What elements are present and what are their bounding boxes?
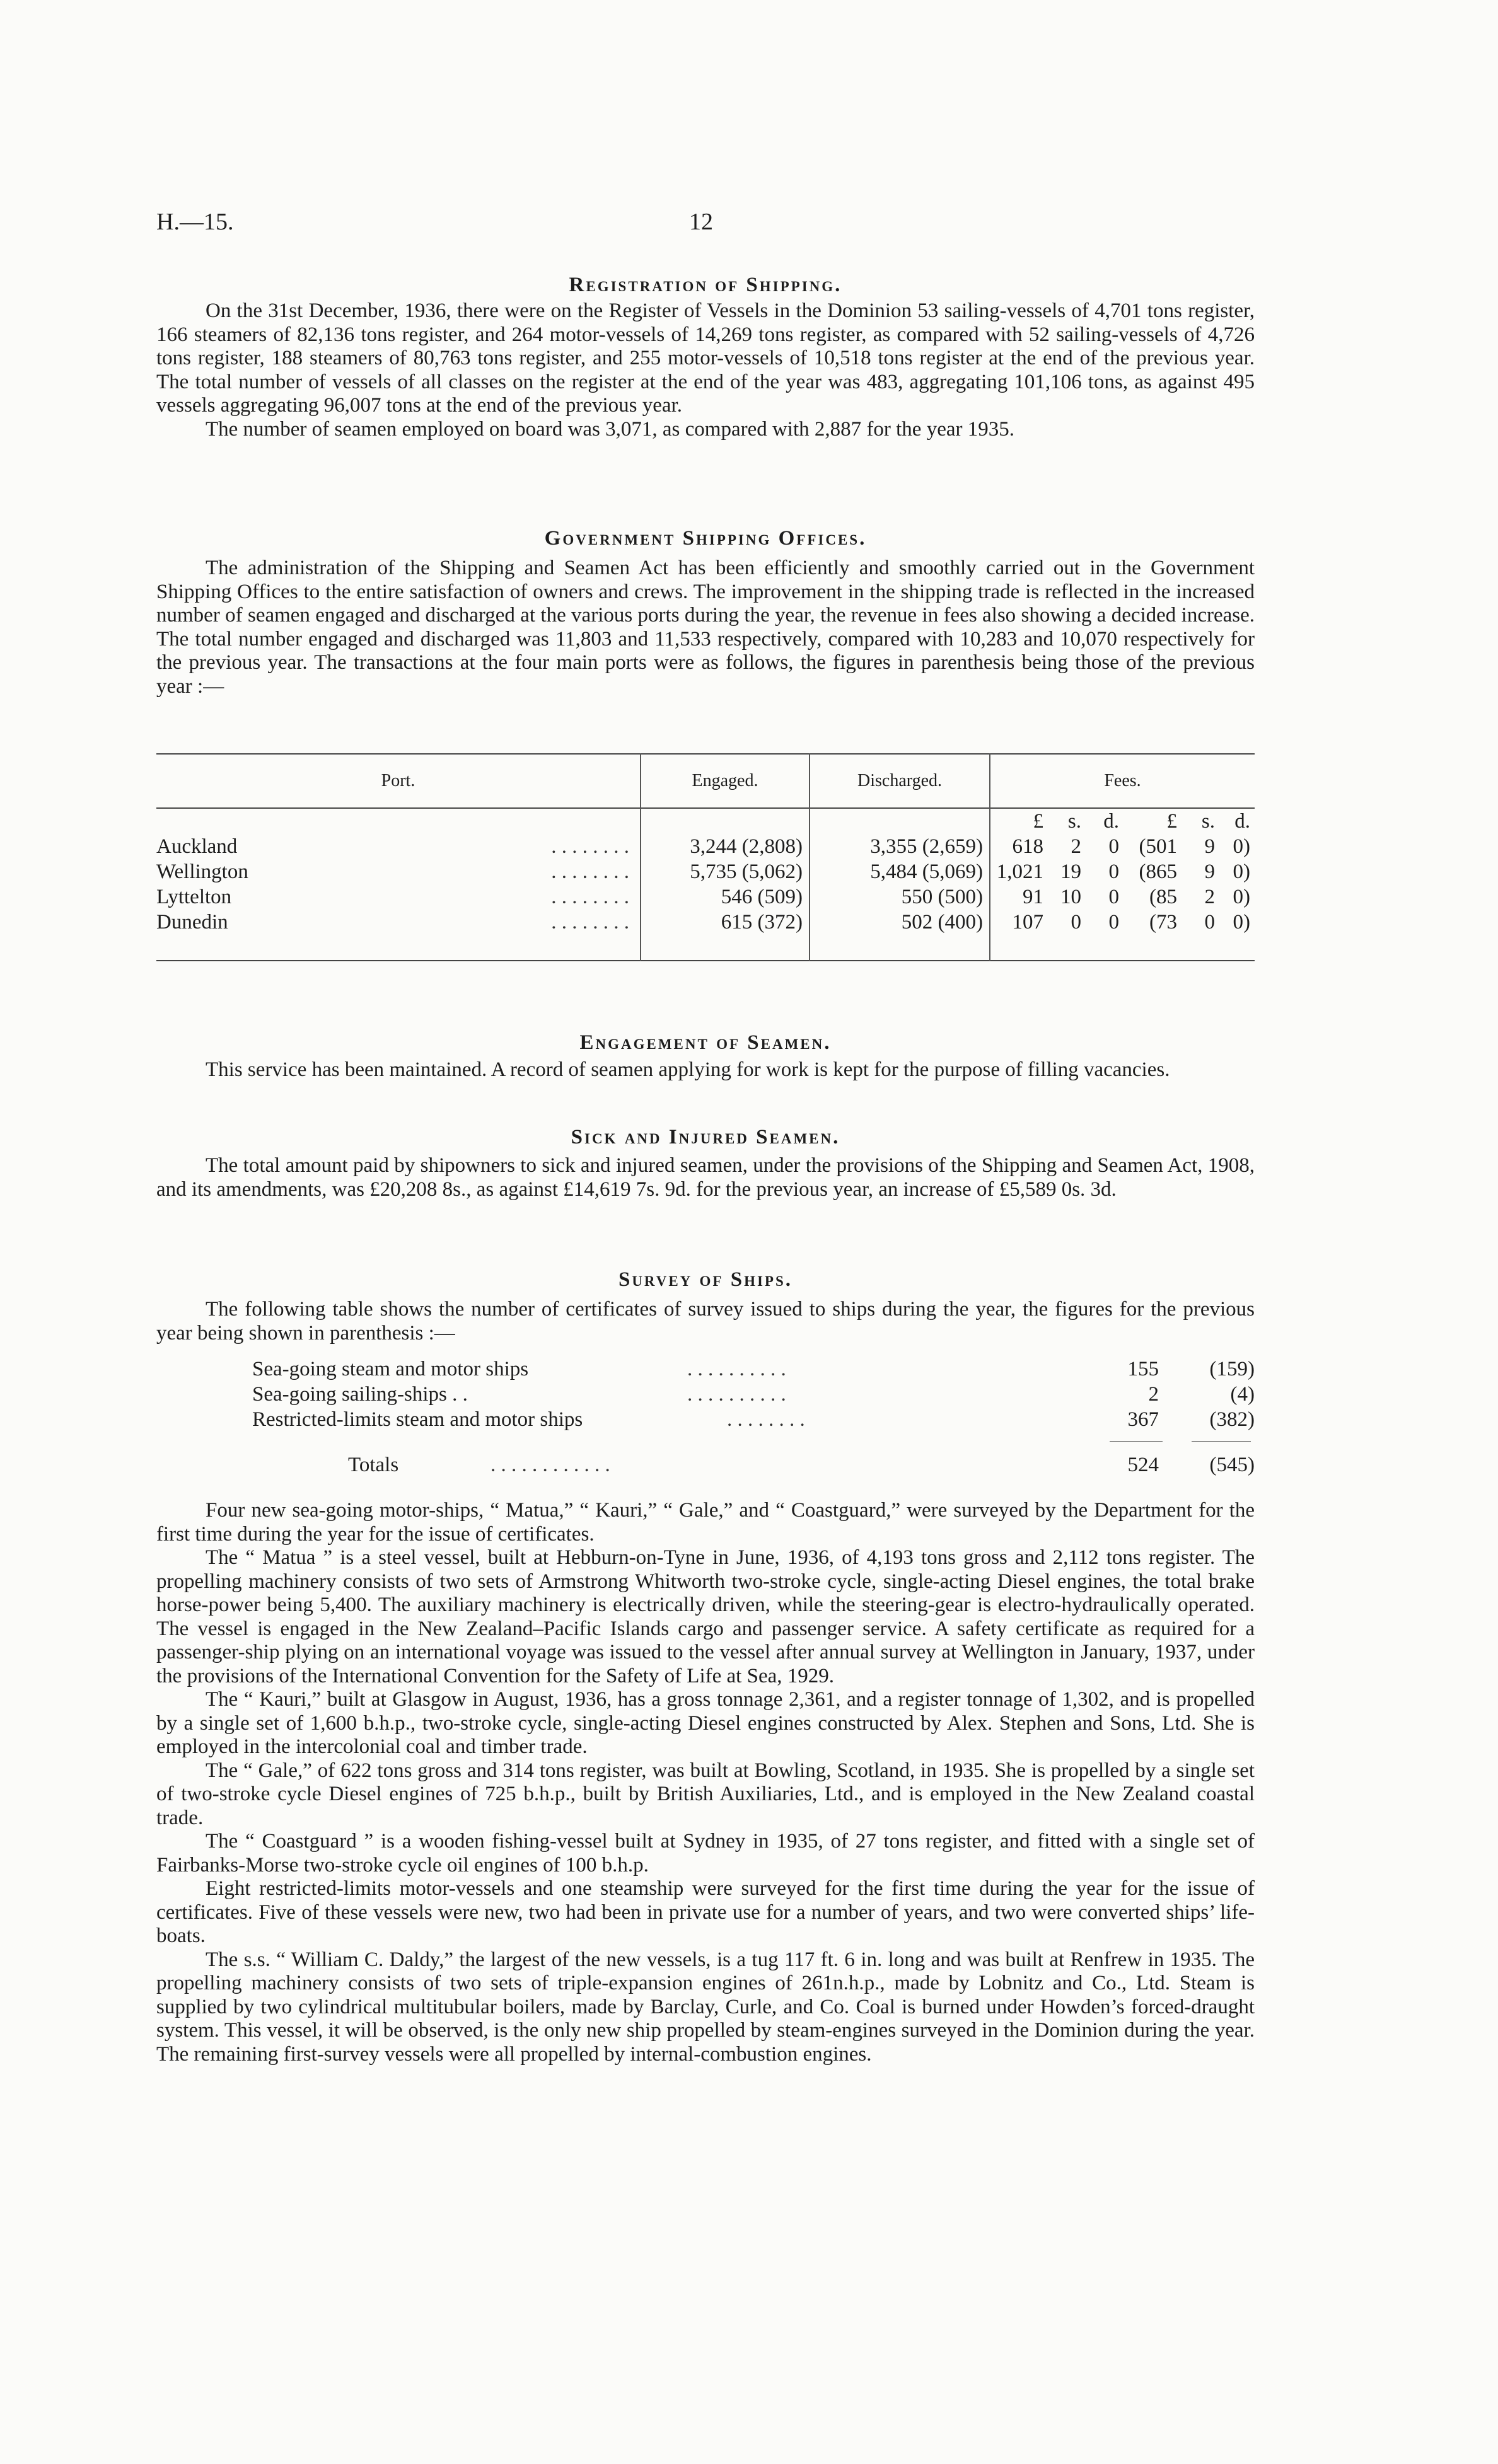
- sick-seamen-paragraph: The total amount paid by shipowners to sick and injured seamen, under the provisions of the Shipping and Seamen Act, 1908, and its amendments, was £20,208 8s., as against £14,619 7s. 9d. for the previous year, an increase of £5,589 0s. 3d.: [156, 1154, 1255, 1201]
- page-number: 12: [689, 209, 713, 235]
- matua-paragraph: The “ Matua ” is a steel vessel, built at Hebburn-on-Tyne in June, 1936, of 4,193 tons gross and 2,112 tons register. The propelling machinery consists of two sets of Armstrong Whitworth two-stroke cycle, single-acting Diesel engines, the total brake horse-power being 5,400. The auxiliary machinery is electrically driven, while the steering-gear is electro-hydraulically operated. The vessel is engaged in the New Zealand–Pacific Islands cargo and passenger service. A safety certificate as required for a passenger-ship plying on an international voyage was issued to the vessel after annual survey at Wellington in January, 1937, under the provisions of the International Convention for the Safety of Life at Sea, 1929.: [156, 1546, 1255, 1687]
- col-header-discharged: Discharged.: [810, 754, 990, 808]
- table-row: Auckland . . . . . . . . 3,244 (2,808) 3,355 (2,659) 618 2 0 (501 9 0): [156, 834, 1255, 859]
- engagement-paragraph: This service has been maintained. A record of seamen applying for work is kept for the purpose of filling vacancies.: [206, 1058, 1170, 1081]
- engagement-section: [156, 1031, 1255, 1082]
- table-row: Lyttelton . . . . . . . . 546 (509) 550 (500) 91 10 0 (85 2 0): [156, 884, 1255, 910]
- restricted-limits-paragraph: Eight restricted-limits motor-vessels and one steamship were surveyed for the first time during the year for the issue of certificates. Five of these vessels were new, two had been in private use for a number of years, and two were converted ships’ life-boats.: [156, 1877, 1255, 1947]
- kauri-paragraph: The “ Kauri,” built at Glasgow in August, 1936, has a gross tonnage 2,361, and a register tonnage of 1,302, and is propelled by a single set of 1,600 b.h.p., two-stroke cycle, single-acting Diesel engines constructed by Alex. Stephen and Sons, Ltd. She is employed in the intercolonial coal and timber trade.: [156, 1688, 1255, 1758]
- subtotal-rule: [1110, 1441, 1163, 1442]
- government-offices-section: [156, 527, 1255, 698]
- subtotal-rule: [1192, 1441, 1251, 1442]
- col-header-fees: Fees.: [990, 754, 1255, 808]
- survey-heading: Survey of Ships.: [618, 1268, 793, 1291]
- document-reference: H.—15.: [156, 209, 234, 235]
- survey-section: [156, 1268, 1255, 1345]
- col-header-engaged: Engaged.: [641, 754, 810, 808]
- list-item: Sea-going sailing-ships . . . . . . . . . . . . 2 (4): [252, 1383, 1255, 1406]
- engagement-heading: Engagement of Seamen.: [579, 1031, 832, 1054]
- list-item: Restricted-limits steam and motor ships . . . . . . . . 367 (382): [252, 1408, 1255, 1431]
- registration-heading: Registration of Shipping.: [569, 274, 842, 296]
- totals-row: Totals . . . . . . . . . . . . 524 (545): [348, 1454, 1255, 1476]
- registration-paragraph: On the 31st December, 1936, there were on the Register of Vessels in the Dominion 53 sailing-vessels of 4,701 tons register, 166 steamers of 82,136 tons register, and 264 motor-vessels of 14,269 tons register, as compared with 52 sailing-vessels of 4,726 tons register, 188 steamers of 80,763 tons register, and 255 motor-vessels of 10,518 tons register at the end of the previous year. The total number of vessels of all classes on the register at the end of the year was 483, aggregating 101,106 tons, as against 495 vessels aggregating 96,007 tons at the end of the previous year.: [156, 299, 1255, 417]
- survey-details: [156, 1499, 1255, 2066]
- sick-seamen-section: [156, 1126, 1255, 1201]
- table-row: Wellington . . . . . . . . 5,735 (5,062) 5,484 (5,069) 1,021 19 0 (865 9 0): [156, 859, 1255, 884]
- survey-list: [156, 1356, 1255, 1478]
- gale-paragraph: The “ Gale,” of 622 tons gross and 314 tons register, was built at Bowling, Scotland, in 1935. She is propelled by a single set of two-stroke cycle Diesel engines of 725 b.h.p., built by British Auxiliaries, Ltd., and is employed in the New Zealand coastal trade.: [156, 1759, 1255, 1829]
- government-offices-heading: Government Shipping Offices.: [544, 527, 867, 550]
- william-daldy-paragraph: The s.s. “ William C. Daldy,” the largest of the new vessels, is a tug 117 ft. 6 in. long and was built at Renfrew in 1935. The propelling machinery consists of two sets of triple-expansion engines of 261n.h.p., made by Lobnitz and Co., Ltd. Steam is supplied by two cylindrical multitubular boilers, made by Barclay, Curle, and Co. Coal is burned under Howden’s forced-draught system. This vessel, it will be observed, is the only new ship propelled by steam-engines surveyed in the Dominion during the year. The remaining first-survey vessels were all propelled by internal-combustion engines.: [156, 1948, 1255, 2066]
- ports-table-block: [156, 753, 1255, 961]
- table-row: Dunedin . . . . . . . . 615 (372) 502 (400) 107 0 0 (73 0 0): [156, 910, 1255, 935]
- registration-section: [156, 274, 1255, 441]
- list-item: Sea-going steam and motor ships . . . . . . . . . . 155 (159): [252, 1358, 1255, 1380]
- col-header-port: Port.: [381, 771, 415, 790]
- new-motor-ships-paragraph: Four new sea-going motor-ships, “ Matua,” “ Kauri,” “ Gale,” and “ Coastguard,” were surveyed by the Department for the first time during the year for the issue of certificates.: [156, 1499, 1255, 1546]
- coastguard-paragraph: The “ Coastguard ” is a wooden fishing-vessel built at Sydney in 1935, of 27 tons register, and fitted with a single set of Fairbanks-Morse two-stroke cycle oil engines of 100 b.h.p.: [156, 1830, 1255, 1877]
- ports-table: [156, 753, 1255, 961]
- page-header: [156, 208, 1255, 240]
- seamen-employed-paragraph: The number of seamen employed on board was 3,071, as compared with 2,887 for the year 1935.: [206, 417, 1014, 441]
- government-offices-paragraph: The administration of the Shipping and Seamen Act has been efficiently and smoothly carried out in the Government Shipping Offices to the entire satisfaction of owners and crews. The improvement in the shipping trade is reflected in the increased number of seamen engaged and discharged at the various ports during the year, the revenue in fees also showing a decided increase. The total number engaged and discharged was 11,803 and 11,533 respectively, compared with 10,283 and 10,070 respectively for the previous year. The transactions at the four main ports were as follows, the figures in parenthesis being those of the previous year :—: [156, 557, 1255, 698]
- fee-units: £ s. d. £ s. d.: [990, 808, 1255, 834]
- sick-seamen-heading: Sick and Injured Seamen.: [571, 1126, 840, 1148]
- survey-intro: The following table shows the number of certificates of survey issued to ships during the year, the figures for the previous year being shown in parenthesis :—: [156, 1298, 1255, 1345]
